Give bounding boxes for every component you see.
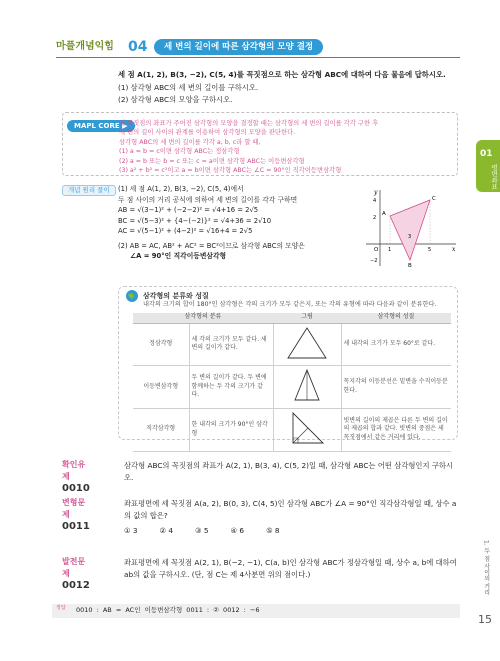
exercise-kind: 변형문제 xyxy=(62,498,86,519)
triangle-prop: 빗변의 길이의 제곱은 다른 두 변의 길이의 제곱의 합과 같다. 빗변의 중점은 세 꼭짓점에서 같은 거리에 있다. xyxy=(341,408,451,451)
problem-part-2: (2) 삼각형 ABC의 모양을 구하시오. xyxy=(118,95,233,105)
exercise-number: 0010 xyxy=(62,483,90,495)
table-header-row xyxy=(133,313,451,323)
core-line: 세 꼭짓점의 좌표가 주어진 삼각형의 모양을 결정할 때는 삼각형의 세 변의 길이를 각각 구한 후 xyxy=(119,120,379,127)
triangle-box-desc: 내각의 크기의 합이 180°인 삼각형은 각의 크기가 모두 같은지, 또는 각의 유형에 따라 다음과 같이 분류한다. xyxy=(143,301,437,308)
core-line: 세 변의 길이 사이의 관계를 이용하여 삼각형의 모양을 판단한다. xyxy=(119,129,296,137)
triangle-abc xyxy=(390,200,430,260)
solution-ac: AC = √(5−1)² + (4−2)² = √16+4 = 2√5 xyxy=(118,227,253,236)
core-line: (1) a = b = c이면 삼각형 ABC는 정삼각형 xyxy=(119,148,240,156)
triangle-def: 한 내각의 크기가 90°인 삼각형 xyxy=(189,408,273,451)
globe-icon xyxy=(125,289,139,303)
section-number: 04 xyxy=(128,39,148,55)
chapter-number: 01 xyxy=(480,149,493,159)
solution-tag: 개념 원리 풀이 xyxy=(62,185,116,196)
mapl-core-tag: MAPL CORE ▶ xyxy=(67,120,135,132)
core-line: (3) a² + b² = c²이고 a = b이면 삼각형 ABC는 ∠C = 90°인 직각이등변삼각형 xyxy=(119,167,342,175)
mapl-core-box xyxy=(62,112,458,176)
triangle-box-title: 삼각형의 분류와 성질 xyxy=(143,292,209,300)
table-row xyxy=(133,323,451,366)
exercise-label xyxy=(62,459,90,497)
triangle-name: 직각삼각형 xyxy=(133,408,189,451)
answer-bar xyxy=(52,604,460,618)
exercise-label xyxy=(62,497,90,535)
triangle-figure xyxy=(273,366,341,409)
table-header: 그림 xyxy=(273,313,341,323)
exercise-body xyxy=(124,498,460,537)
point-b-label: B xyxy=(408,263,412,268)
section-header xyxy=(56,38,460,58)
page-number: 15 xyxy=(478,613,492,626)
table-row xyxy=(133,408,451,451)
section-title: 세 변의 길이에 따른 삼각형의 모양 결정 xyxy=(154,39,323,55)
mapl-core-text xyxy=(119,119,455,176)
origin-label: O xyxy=(374,247,379,253)
solution xyxy=(118,184,358,262)
triangle-table xyxy=(133,313,451,452)
right-triangle-figure xyxy=(285,411,329,445)
exercise-text: 삼각형 ABC의 꼭짓점의 좌표가 A(2, 1), B(3, 4), C(5, 2)일 때, 삼각형 ABC는 어떤 삼각형인지 구하시오. xyxy=(124,461,453,483)
triangle-classification-box xyxy=(118,286,458,440)
triangle-figure xyxy=(273,408,341,451)
exercise-kind: 확인유제 xyxy=(62,460,86,481)
choice-1: ① 3 xyxy=(124,525,138,535)
exercise-kind: 발전문제 xyxy=(62,557,86,578)
table-header: 삼각형의 분류 xyxy=(133,313,273,323)
chapter-title: 평면좌표 xyxy=(490,164,498,190)
section-name: 1. 두 점 사이의 거리 xyxy=(482,540,490,596)
exercise-text: 좌표평면에 세 꼭짓점 A(2, 1), B(−2, −1), C(a, b)인 삼각형 ABC가 정삼각형일 때, 상수 a, b에 대하여 ab의 값을 구하시오. (단, 점 C는 제 4사분면 위의 점이다.) xyxy=(124,558,457,580)
exercise-text: 좌표평면에 세 꼭짓점 A(a, 2), B(0, 3), C(4, 5)인 삼각형 ABC가 ∠A = 90°인 직각삼각형일 때, 상수 a의 값의 합은? xyxy=(124,499,457,521)
section-tag: 마플개념익힘 xyxy=(56,41,114,52)
y-tick-label: 2 xyxy=(373,215,377,221)
x-tick-label: 5 xyxy=(428,247,432,253)
solution-ab: AB = √(3−1)² + (−2−2)² = √4+16 = 2√5 xyxy=(118,206,259,215)
triangle-name: 이등변삼각형 xyxy=(133,366,189,409)
table-row xyxy=(133,366,451,409)
triangle-def: 세 각의 크기가 모두 같다. 세 변의 길이가 같다. xyxy=(189,323,273,366)
choice-4: ④ 6 xyxy=(230,525,245,535)
main-problem xyxy=(118,70,458,108)
solution-answer: ∠A = 90°인 직각이등변삼각형 xyxy=(130,252,227,261)
x-tick-label: 3 xyxy=(408,234,412,240)
choice-3: ③ 5 xyxy=(195,525,209,535)
solution-line: 두 점 사이의 거리 공식에 의하여 세 변의 길이를 각각 구하면 xyxy=(118,195,298,204)
coordinate-graph xyxy=(362,188,458,268)
triangle-prop: 세 내각의 크기가 모두 60°로 같다. xyxy=(341,323,451,366)
solution-line: (1) 세 점 A(1, 2), B(3, −2), C(5, 4)에서 xyxy=(118,185,244,193)
exercise-number: 0012 xyxy=(62,580,90,592)
core-line: (2) a = b 또는 b = c 또는 c = a이면 삼각형 ABC는 이등변삼각형 xyxy=(119,157,305,165)
point-c-label: C xyxy=(432,196,436,202)
choice-2: ② 4 xyxy=(159,525,174,535)
problem-question: 세 점 A(1, 2), B(3, −2), C(5, 4)를 꼭짓점으로 하는 삼각형 ABC에 대하여 다음 물음에 답하시오. xyxy=(118,70,446,79)
y-tick-label: 4 xyxy=(373,198,377,204)
triangle-def: 두 변의 길이가 같다. 두 변에 함께하는 두 각의 크기가 같다. xyxy=(189,366,273,409)
y-axis-label: y xyxy=(374,189,378,196)
table-header: 삼각형의 성질 xyxy=(341,313,451,323)
choice-5: ⑤ 8 xyxy=(266,525,280,535)
core-line: 삼각형 ABC의 세 변의 길이를 각각 a, b, c라 할 때, xyxy=(119,138,261,146)
isosceles-triangle-figure xyxy=(285,368,329,402)
x-tick-label: 1 xyxy=(388,247,392,253)
exercise-number: 0011 xyxy=(62,521,90,533)
triangle-name: 정삼각형 xyxy=(133,323,189,366)
equilateral-triangle-figure xyxy=(285,326,329,360)
answer-tag: 정답 xyxy=(56,605,66,611)
answer-choices xyxy=(124,525,460,537)
answer-text: 0010 : AB = AC인 이등변삼각형 0011 : ② 0012 : −6 xyxy=(76,606,260,614)
x-axis-label: x xyxy=(452,246,456,253)
y-tick-label: −2 xyxy=(370,258,378,264)
triangle-figure xyxy=(273,323,341,366)
solution-line: (2) AB = AC, AB² + AC² = BC²이므로 삼각형 ABC의 모양은 xyxy=(118,241,305,250)
triangle-prop: 꼭지각의 이등분선은 밑변을 수직이등분한다. xyxy=(341,366,451,409)
solution-bc: BC = √(5−3)² + {4−(−2)}² = √4+36 = 2√10 xyxy=(118,216,272,225)
point-a-label: A xyxy=(382,211,386,217)
problem-part-1: (1) 삼각형 ABC의 세 변의 길이를 구하시오. xyxy=(118,82,259,92)
exercise-label xyxy=(62,556,90,594)
